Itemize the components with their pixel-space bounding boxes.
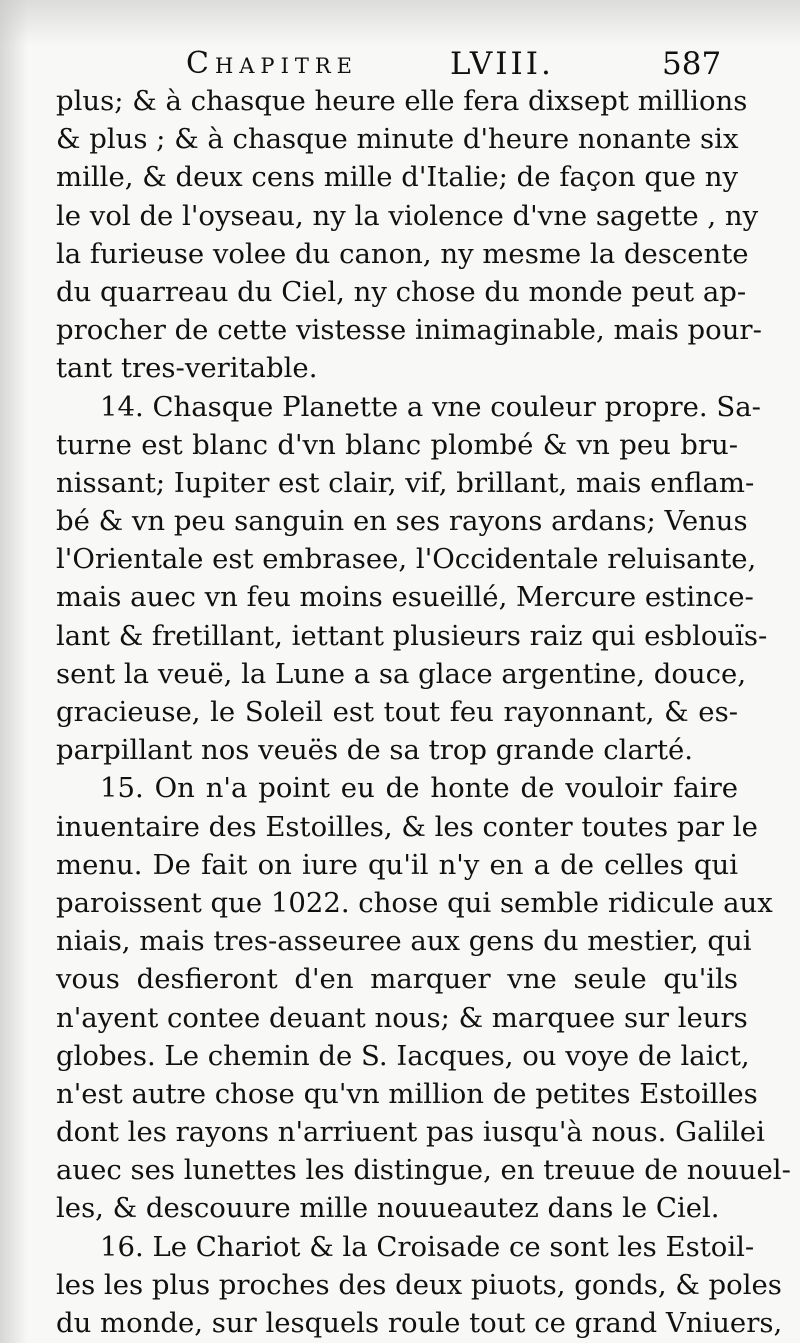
- text-line: inuentaire des Estoilles, & les conter toutes par le: [56, 810, 758, 843]
- text-line: mais auec vn feu moins esueillé, Mercure estince-: [56, 581, 754, 614]
- text-line: du monde, sur lesquels roule tout ce grand Vniuers,: [56, 1307, 783, 1339]
- text-line: menu. De fait on iure qu'il n'y en a de celles qui: [56, 848, 738, 881]
- paragraph-14-start: 14. Chasque Planette a vne couleur propre. Sa-: [100, 390, 761, 423]
- text-line: mille, & deux cens mille d'Italie; de façon que ny: [56, 161, 738, 194]
- text-line: & plus ; & à chasque minute d'heure nonante six: [56, 123, 739, 156]
- chapter-number: LVIII.: [450, 46, 554, 82]
- paragraph-16-start: 16. Le Chariot & la Croisade ce sont les Estoil-: [100, 1230, 755, 1263]
- text-line: l'Orientale est embrasee, l'Occidentale reluisante,: [56, 543, 757, 576]
- text-line: sent la veuë, la Lune a sa glace argentine, douce,: [56, 657, 747, 690]
- text-line: globes. Le chemin de S. Iacques, ou voye de laict,: [56, 1039, 750, 1072]
- text-line: auec ses lunettes les distingue, en treuue de nouuel-: [56, 1154, 791, 1187]
- text-line: niais, mais tres-asseuree aux gens du mestier, qui: [56, 925, 752, 958]
- text-line: la furieuse volee du canon, ny mesme la descente: [56, 237, 749, 270]
- chapter-label: Chapitre: [186, 46, 359, 81]
- text-line: tant tres-veritable.: [56, 352, 318, 385]
- text-line: nissant; Iupiter est clair, vif, brillant, mais enflam-: [56, 466, 755, 499]
- page-number: 587: [662, 46, 722, 82]
- text-line: les les plus proches des deux piuots, gonds, & poles: [56, 1268, 782, 1301]
- text-line: le vol de l'oyseau, ny la violence d'vne sagette , ny: [56, 199, 759, 232]
- text-line: plus; & à chasque heure elle fera dixsept millions: [56, 85, 748, 117]
- text-line: n'ayent contee deuant nous; & marquee sur leurs: [56, 1001, 748, 1034]
- text-line: turne est blanc d'vn blanc plombé & vn peu bru-: [56, 428, 738, 461]
- text-line: n'est autre chose qu'vn million de petites Estoilles: [56, 1077, 758, 1110]
- text-line: lant & fretillant, iettant plusieurs raiz qui esblouïs-: [56, 619, 768, 652]
- text-line: dont les rayons n'arriuent pas iusqu'à nous. Galilei: [56, 1116, 765, 1149]
- body-text: [56, 82, 791, 1342]
- page-shadow-left: [0, 0, 28, 1343]
- page-shadow-top: [0, 0, 800, 46]
- text-line: les, & descouure mille nouueautez dans le Ciel.: [56, 1192, 720, 1225]
- text-line: parpillant nos veuës de sa trop grande clarté.: [56, 734, 694, 767]
- text-line: bé & vn peu sanguin en ses rayons ardans; Venus: [56, 505, 748, 538]
- text-line: vous desfieront d'en marquer vne seule qu'ils: [56, 963, 738, 996]
- text-line: procher de cette vistesse inimaginable, mais pour-: [56, 314, 762, 347]
- text-line: gracieuse, le Soleil est tout feu rayonnant, & es-: [56, 696, 738, 728]
- paragraph-15-start: 15. On n'a point eu de honte de vouloir faire: [100, 772, 738, 805]
- text-line: du quarreau du Ciel, ny chose du monde peut ap-: [56, 275, 747, 308]
- text-line: paroissent que 1022. chose qui semble ridicule aux: [56, 886, 773, 919]
